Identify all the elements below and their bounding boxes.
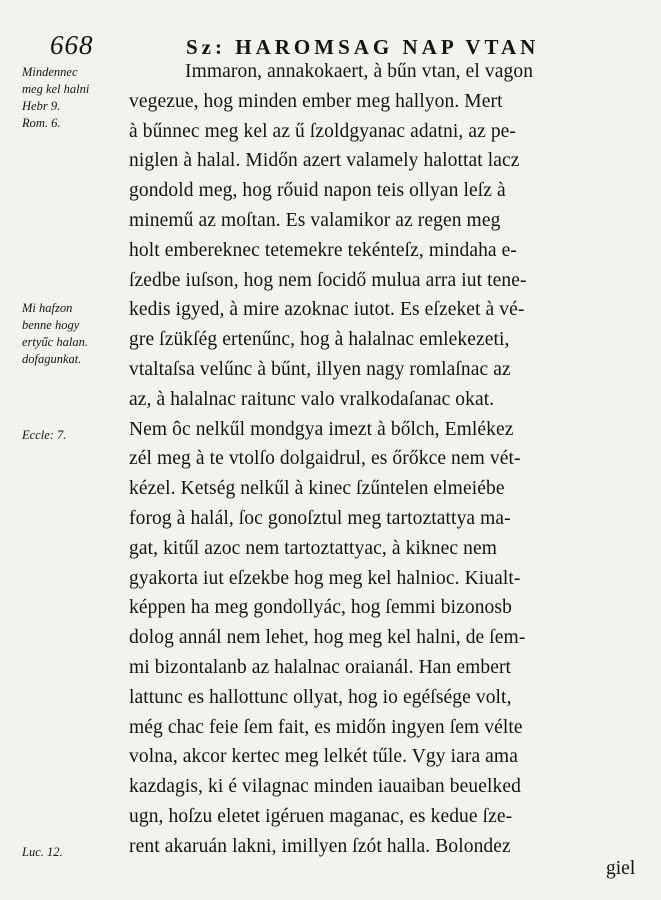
- text-line: Nem ôc nelkűl mondgya imezt à bőlch, Emlékez: [129, 418, 514, 440]
- text-line: mi bizontalanb az halalnac oraianál. Han embert: [129, 656, 512, 678]
- text-line: Immaron, annakokaert, à bűn vtan, el vagon: [185, 61, 534, 82]
- text-line: képpen ha meg gondollyác, hog ſemmi bizonosb: [129, 597, 512, 619]
- margin-note-line: ertyűc halan.: [22, 335, 88, 349]
- text-line: dolog annál nem lehet, hog meg kel halni, de ſem-: [129, 627, 526, 649]
- body-text: [129, 57, 649, 862]
- text-line: vtaltaſsa velűnc à bűnt, illyen nagy romlaſnac az: [129, 358, 511, 380]
- text-line: vegezue, hog minden ember meg hallyon. Mert: [129, 90, 503, 112]
- text-line: rent akaruán lakni, imillyen ſzót halla. Bolondez: [129, 835, 511, 857]
- page-number: 668: [50, 30, 94, 60]
- text-line: volna, akcor kertec meg lelkét tűle. Vgy iara ama: [129, 746, 518, 768]
- text-line: gondold meg, hog rőuid napon teis ollyan leſz à: [129, 180, 506, 202]
- text-line: minemű az moſtan. Es valamikor az regen meg: [129, 209, 501, 231]
- text-line: kedis igyed, à mire azoknac iutot. Es eſzeket à vé-: [129, 299, 525, 321]
- text-line: kazdagis, ki é vilagnac minden iauaiban beuelked: [129, 776, 521, 798]
- margin-note-line: dofagunkat.: [22, 352, 82, 366]
- text-line: holt embereknec tetemekre tekénteſz, mindaha e-: [129, 239, 518, 261]
- margin-note-line: Mindennec: [22, 65, 78, 79]
- margin-note-line: Rom. 6.: [22, 116, 61, 130]
- margin-notes: [22, 64, 127, 894]
- text-line: az, à halalnac raitunc valo vralkodaſanac okat.: [129, 388, 495, 410]
- text-line: niglen à halal. Midőn azert valamely halottat lacz: [129, 150, 520, 172]
- text-line: gyakorta iut eſzekbe hog meg kel halnioc. Kiualt-: [129, 567, 521, 589]
- margin-note-eccle: [22, 427, 66, 444]
- catchword-line: [606, 858, 635, 880]
- running-head: Sz: HAROMSAG NAP VTAN: [186, 35, 540, 59]
- margin-note-line: Hebr 9.: [22, 99, 61, 113]
- text-line: gat, kitűl azoc nem tartoztattyac, à kiknec nem: [129, 537, 498, 559]
- text-line: még chac feie ſem fait, es midőn ingyen ſem vélte: [129, 716, 523, 738]
- text-line: forog à halál, ſoc gonoſztul meg tartoztattya ma-: [129, 507, 511, 529]
- margin-note-line: Luc. 12.: [22, 845, 63, 859]
- margin-note-mindennec: [22, 64, 89, 132]
- text-line: lattunc es hallottunc ollyat, hog io egéſsége volt,: [129, 686, 512, 708]
- text-line: gre ſzükſég ertenűnc, hog à halalnac emlekezeti,: [129, 329, 510, 351]
- margin-note-mi-hafzon: [22, 300, 88, 368]
- catchword: giel: [606, 858, 636, 879]
- margin-note-line: benne hogy: [22, 318, 80, 332]
- margin-note-luc: [22, 844, 63, 861]
- text-line: ugn, hoſzu eletet igéruen maganac, es kedue ſze-: [129, 805, 513, 827]
- text-line: zél meg à te vtolſo dolgaidrul, es őrőkce nem vét-: [129, 448, 521, 470]
- margin-note-line: Eccle: 7.: [22, 428, 67, 442]
- margin-note-line: Mi hafzon: [22, 301, 73, 315]
- text-line: à bűnnec meg kel az ű ſzoldgyanac adatni, az pe-: [129, 120, 517, 142]
- text-line: ſzedbe iuſson, hog nem ſocidő mulua arra iut tene-: [129, 269, 527, 291]
- text-line: kézel. Ketség nelkűl à kinec ſzűntelen elmeiébe: [129, 478, 505, 500]
- margin-note-line: meg kel halni: [22, 82, 90, 96]
